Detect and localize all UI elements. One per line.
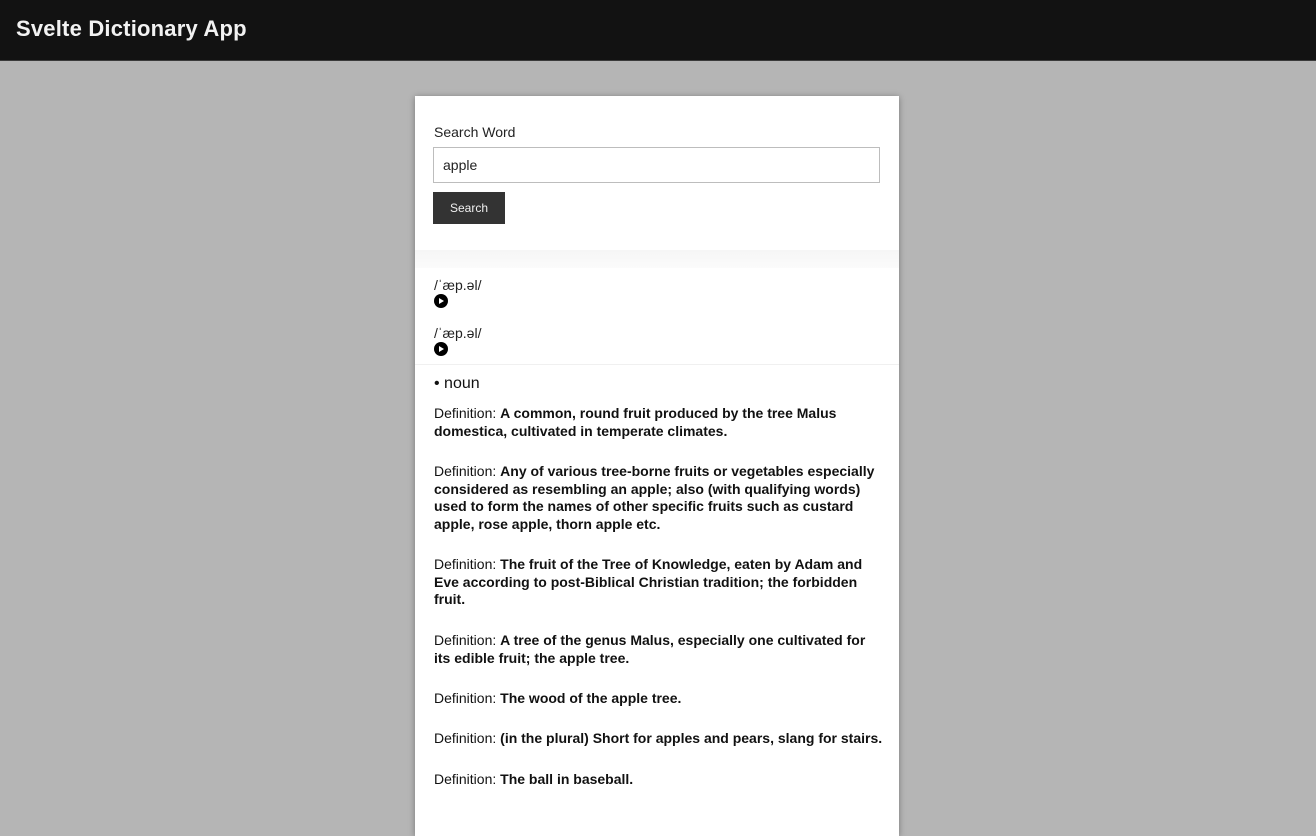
search-input[interactable]	[433, 147, 880, 183]
definition-prefix: Definition:	[434, 463, 501, 479]
part-of-speech: • noun	[434, 375, 480, 392]
definition-prefix: Definition:	[434, 730, 501, 746]
definition-text: The ball in baseball.	[500, 771, 634, 787]
definition-text: A common, round fruit produced by the tree Malus domestica, cultivated in temperate climates.	[434, 405, 837, 439]
definition-item	[434, 690, 884, 708]
definition-prefix: Definition:	[434, 632, 501, 648]
section-divider	[415, 250, 899, 268]
phonetic-text: /ˈæp.əl/	[434, 277, 482, 293]
phonetic-text: /ˈæp.əl/	[434, 325, 482, 341]
definition-item	[434, 771, 884, 789]
definition-prefix: Definition:	[434, 405, 501, 421]
phonetics-divider	[415, 364, 899, 365]
definition-item	[434, 463, 884, 533]
definition-item	[434, 730, 884, 748]
search-button[interactable]: Search	[433, 192, 505, 224]
definition-text: The fruit of the Tree of Knowledge, eaten by Adam and Eve according to post-Biblical Christian tradition; the forbidden fruit.	[434, 556, 863, 607]
play-circle-icon[interactable]	[434, 342, 448, 356]
definition-prefix: Definition:	[434, 690, 501, 706]
definition-prefix: Definition:	[434, 771, 501, 787]
definition-text: Any of various tree-borne fruits or vegetables especially considered as resembling an apple; also (with qualifying words) used to form the names of other specific fruits such as custard apple, rose apple, thorn apple etc.	[434, 463, 875, 532]
definition-text: A tree of the genus Malus, especially one cultivated for its edible fruit; the apple tree.	[434, 632, 866, 666]
search-section	[415, 96, 899, 250]
app-title: Svelte Dictionary App	[16, 16, 247, 41]
definition-text: The wood of the apple tree.	[500, 690, 682, 706]
definition-item	[434, 556, 884, 609]
definition-item	[434, 405, 884, 440]
dictionary-card	[415, 96, 899, 836]
definition-prefix: Definition:	[434, 556, 501, 572]
top-app-bar	[0, 0, 1316, 61]
definition-text: (in the plural) Short for apples and pears, slang for stairs.	[500, 730, 883, 746]
search-label: Search Word	[434, 124, 516, 140]
definition-item	[434, 632, 884, 667]
play-circle-icon[interactable]	[434, 294, 448, 308]
